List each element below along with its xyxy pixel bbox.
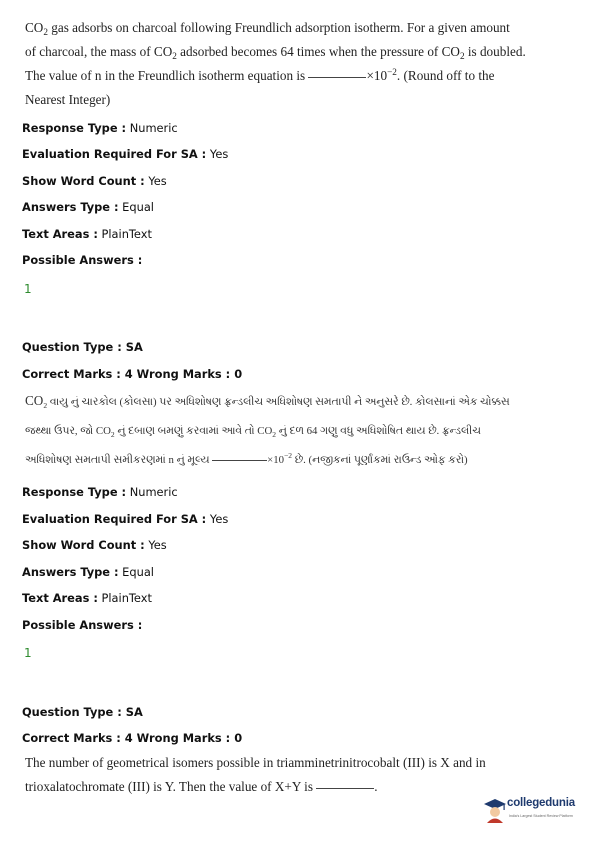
text-areas: Text Areas : PlainText [22, 591, 152, 605]
show-word-count: Show Word Count : Yes [22, 174, 167, 188]
logo-name: collegedunia [507, 797, 575, 809]
answers-type: Answers Type : Equal [22, 200, 154, 214]
logo-tagline: India's Largest Student Review Platform [509, 814, 573, 818]
evaluation-required: Evaluation Required For SA : Yes [22, 512, 229, 526]
response-type: Response Type : Numeric [22, 121, 178, 135]
possible-answer-value: 1 [24, 282, 32, 296]
possible-answers-label: Possible Answers : [22, 618, 143, 632]
possible-answers-label: Possible Answers : [22, 253, 143, 267]
question-type: Question Type : SA [22, 340, 143, 354]
question-3-text: The number of geometrical isomers possible in triamminetrinitrocobalt (III) is X and in trioxalatochromate (III) is Y. Then the value of X+Y is . [25, 755, 486, 794]
text-areas: Text Areas : PlainText [22, 227, 152, 241]
question-1-text: $CO_2$ gas adsorbs on charcoal following Freundlich adsorption isotherm. For a given amount of charcoal, the mass of $CO_2$ adsorbed becomes 64 times when the pressure of $CO_2$ is doubled. The value of n in the Freundlich isotherm equation is $\times 10^{-2}$. (Round off to the Nearest Integer) [25, 20, 526, 107]
question-type: Question Type : SA [22, 705, 143, 719]
response-type: Response Type : Numeric [22, 485, 178, 499]
answer-blank [308, 76, 366, 78]
answer-blank [316, 787, 374, 789]
question-2-text: $CO_2$ વાયુ નું ચારકોલ (કોલસા) પર અધિશોષણ ફ્રન્ડલીચ અધિશોષણ સમતાપી ને અનુસરે છે. કોલસાનાં એક ચોક્કસ જથ્થા ઉપર, જો $CO_2$ નું દબાણ બમણું કરવામાં આવે તો $CO_2$ નું દળ 64 ગણુ વધુ અધિશોષિત થાય છે. ફ્રન્ડલીચ અધિશોષણ સમતાપી સમીકરણમાં n નું મૂલ્ય $\times 10^{-2}$ છે. (નજીકનાં પૂર્ણાંકમાં રાઉન્ડ ઓફ કરો) [25, 393, 510, 466]
show-word-count: Show Word Count : Yes [22, 538, 167, 552]
graduate-icon [483, 797, 507, 823]
answer-blank [212, 459, 267, 461]
answers-type: Answers Type : Equal [22, 565, 154, 579]
collegedunia-logo [483, 795, 583, 829]
question-marks: Correct Marks : 4 Wrong Marks : 0 [22, 367, 243, 381]
question-marks: Correct Marks : 4 Wrong Marks : 0 [22, 731, 243, 745]
evaluation-required: Evaluation Required For SA : Yes [22, 147, 229, 161]
possible-answer-value: 1 [24, 646, 32, 660]
